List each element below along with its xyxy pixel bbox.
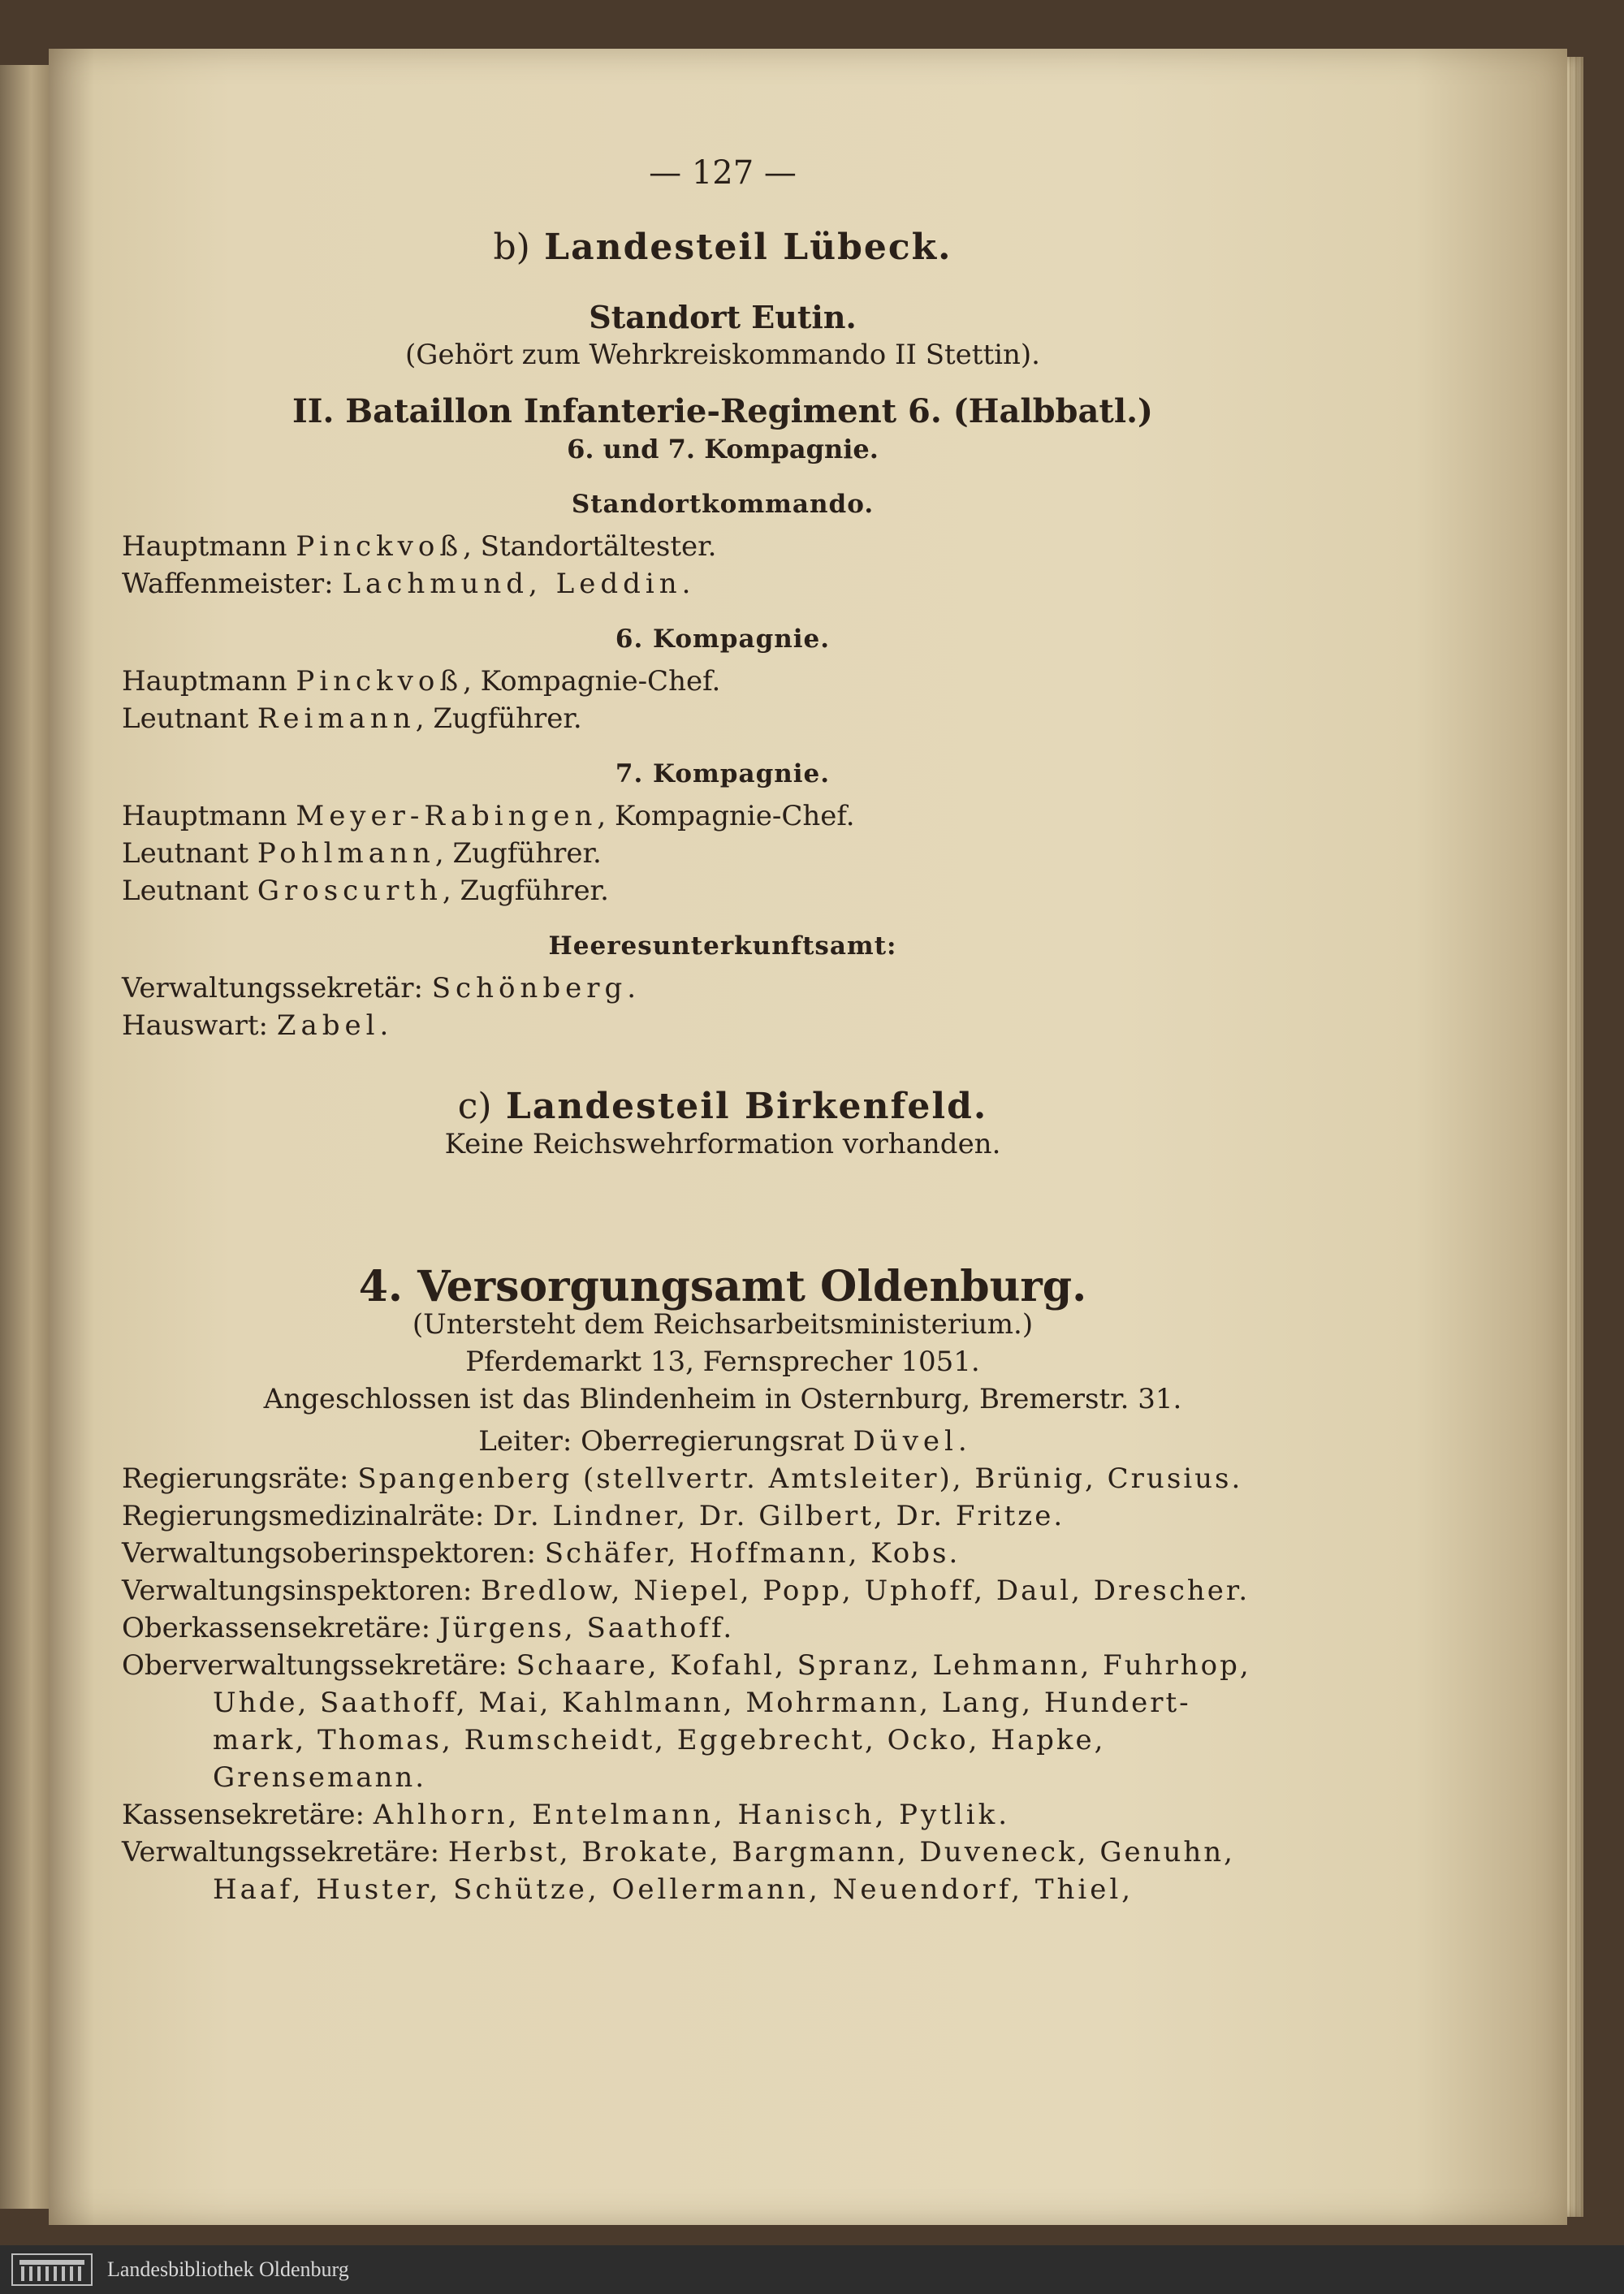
person-name: Pohlmann <box>257 837 435 870</box>
entry-text: Bredlow, Niepel, Popp, Uphoff, Daul, Drescher. <box>481 1575 1250 1607</box>
kompagnie-6-heading: 6. Kompagnie. <box>615 624 831 654</box>
entry-label: Oberkassensekretäre: <box>122 1612 431 1644</box>
staff-entry <box>122 1609 1324 1647</box>
rank: Verwaltungssekretär: <box>122 972 423 1004</box>
versorgungsamt-leiter: Leiter: Oberregierungsrat Düvel. <box>478 1425 967 1458</box>
rank: Hauptmann <box>122 665 287 698</box>
rank: Leutnant <box>122 702 248 735</box>
rank: Hauswart: <box>122 1009 269 1042</box>
versorgungsamt-note: (Untersteht dem Reichsarbeitsministerium.) <box>412 1308 1034 1341</box>
personnel-line <box>122 872 1324 909</box>
battalion-title: II. Bataillon Infanterie-Regiment 6. (Halbbatl.) <box>292 392 1153 430</box>
person-name: Pinckvoß <box>296 530 464 563</box>
role: , Zugführer. <box>434 837 602 870</box>
staff-entry-continuation: Uhde, Saathoff, Mai, Kahlmann, Mohrmann, Lang, Hundert- <box>213 1687 1191 1719</box>
staff-entry-oberverwaltung <box>122 1647 1324 1684</box>
person-name: Reimann <box>257 702 416 735</box>
entry-text: Jürgens, Saathoff. <box>438 1612 735 1644</box>
entry-label: Verwaltungsinspektoren: <box>122 1575 473 1607</box>
standortkommando-heading: Standortkommando. <box>571 490 875 519</box>
role: , Kompagnie-Chef. <box>597 800 855 832</box>
page-number: — 127 — <box>649 154 797 192</box>
section-c-note: Keine Reichswehrformation vorhanden. <box>444 1128 1001 1160</box>
person-name: Pinckvoß <box>296 665 464 698</box>
leiter-name: Düvel <box>853 1425 958 1458</box>
person-name: Lachmund, Leddin <box>342 568 682 600</box>
versorgungsamt-attached: Angeschlossen ist das Blindenheim in Osternburg, Bremerstr. 31. <box>263 1383 1182 1415</box>
entry-label: Oberverwaltungssekretäre: <box>122 1649 508 1682</box>
staff-entry-continuation: mark, Thomas, Rumscheidt, Eggebrecht, Ocko, Hapke, <box>213 1724 1106 1756</box>
staff-entry <box>122 1535 1324 1572</box>
kompagnie-7-heading: 7. Kompagnie. <box>615 759 831 788</box>
role: , Zugführer. <box>415 702 582 735</box>
section-c-heading <box>122 1088 1324 1125</box>
rank: Hauptmann <box>122 530 287 563</box>
staff-entry <box>122 1796 1324 1834</box>
staff-entry-continuation: Haaf, Huster, Schütze, Oellermann, Neuendorf, Thiel, <box>213 1873 1134 1906</box>
library-footer <box>0 2245 1624 2294</box>
entry-text: Spangenberg (stellvertr. Amtsleiter), Brünig, Crusius. <box>357 1462 1243 1495</box>
section-b-title: Landesteil Lübeck. <box>544 227 952 268</box>
staff-entry-verwaltungssekretaere <box>122 1834 1324 1871</box>
personnel-line <box>122 565 1324 603</box>
rank: Hauptmann <box>122 800 287 832</box>
personnel-line <box>122 797 1324 835</box>
entry-text: Ahlhorn, Entelmann, Hanisch, Pytlik. <box>373 1799 1011 1831</box>
role: . <box>627 972 637 1004</box>
staff-entry-continuation: Grensemann. <box>213 1761 427 1794</box>
entry-label: Regierungsräte: <box>122 1462 349 1495</box>
rank: Leutnant <box>122 875 248 907</box>
entry-label: Regierungsmedizinalräte: <box>122 1500 485 1532</box>
entry-text: Herbst, Brokate, Bargmann, Duveneck, Genuhn, <box>447 1836 1235 1868</box>
role: , Zugführer. <box>442 875 609 907</box>
entry-label: Verwaltungssekretäre: <box>122 1836 440 1868</box>
role: . <box>379 1009 389 1042</box>
personnel-line <box>122 1007 1324 1044</box>
person-name: Zabel <box>276 1009 380 1042</box>
staff-entry <box>122 1497 1324 1535</box>
person-name: Groscurth <box>257 875 443 907</box>
entry-label: Verwaltungsoberinspektoren: <box>122 1537 536 1570</box>
section-b-heading <box>122 229 1324 266</box>
personnel-line <box>122 970 1324 1007</box>
standort-note: (Gehört zum Wehrkreiskommando II Stettin). <box>405 339 1040 371</box>
entry-label: Kassensekretäre: <box>122 1799 365 1831</box>
role: . <box>681 568 691 600</box>
staff-entry <box>122 1572 1324 1609</box>
library-name: Landesbibliothek Oldenburg <box>107 2257 349 2281</box>
personnel-line <box>122 663 1324 700</box>
library-logo-icon <box>11 2253 93 2286</box>
section-b-letter: b) <box>493 227 530 268</box>
role: , Standortältester. <box>463 530 717 563</box>
section-c-letter: c) <box>457 1086 492 1127</box>
staff-entry <box>122 1460 1324 1497</box>
heeresunterkunftsamt-heading: Heeresunterkunftsamt: <box>548 931 897 961</box>
person-name: Meyer-Rabingen <box>296 800 598 832</box>
person-name: Schönberg <box>431 972 628 1004</box>
rank: Waffenmeister: <box>122 568 334 600</box>
versorgungsamt-address: Pferdemarkt 13, Fernsprecher 1051. <box>465 1346 980 1378</box>
page-content <box>122 154 1324 1908</box>
role: , Kompagnie-Chef. <box>463 665 721 698</box>
personnel-line <box>122 700 1324 737</box>
leiter-label: Leiter: Oberregierungsrat <box>478 1425 844 1458</box>
standort-title: Standort Eutin. <box>589 299 857 335</box>
entry-text: Schäfer, Hoffmann, Kobs. <box>544 1537 961 1570</box>
section-c-title: Landesteil Birkenfeld. <box>505 1086 988 1127</box>
personnel-line <box>122 835 1324 872</box>
personnel-line <box>122 528 1324 565</box>
entry-text: Dr. Lindner, Dr. Gilbert, Dr. Fritze. <box>493 1500 1065 1532</box>
battalion-subtitle: 6. und 7. Kompagnie. <box>567 434 879 464</box>
rank: Leutnant <box>122 837 248 870</box>
versorgungsamt-title: 4. Versorgungsamt Oldenburg. <box>358 1262 1087 1311</box>
entry-text: Schaare, Kofahl, Spranz, Lehmann, Fuhrhop, <box>516 1649 1251 1682</box>
